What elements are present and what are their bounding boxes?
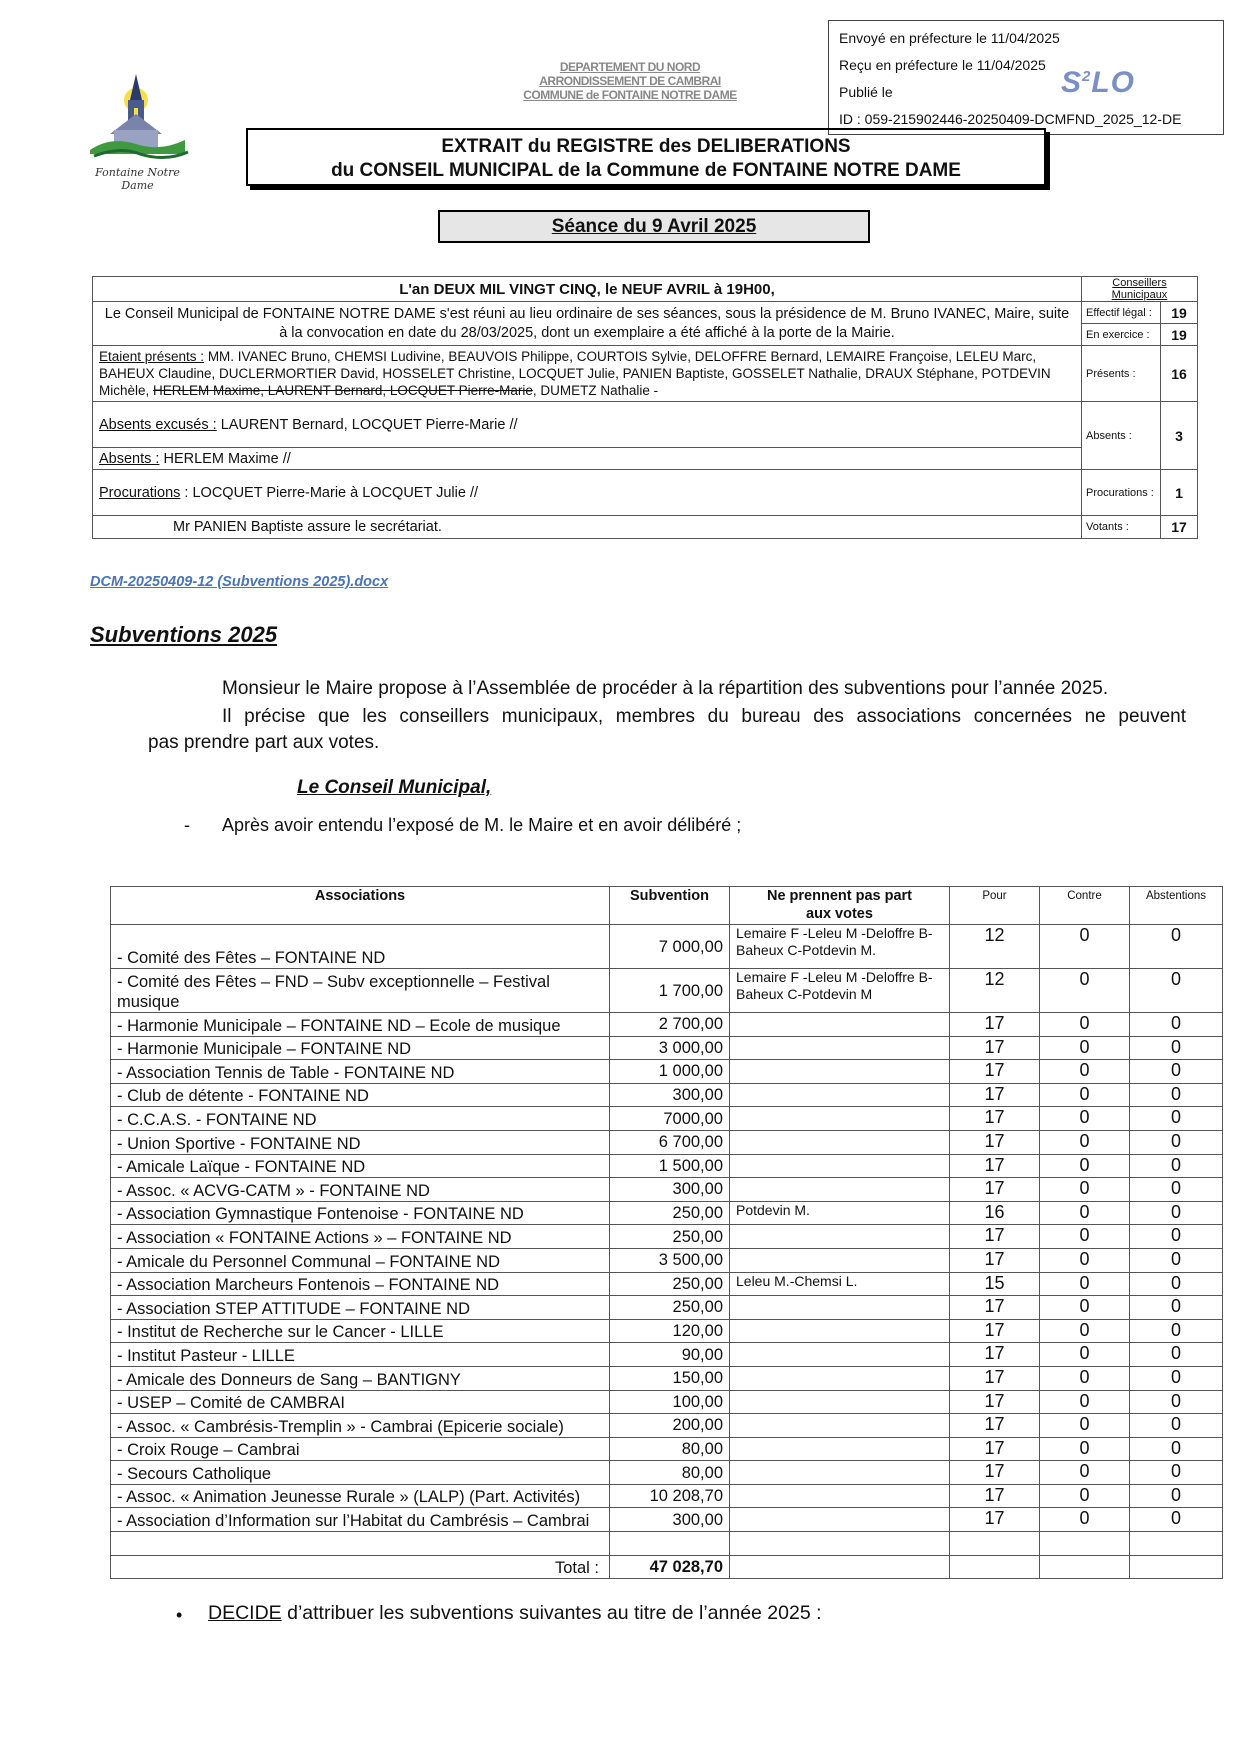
deliberation-statement: Après avoir entendu l’exposé de M. le Maire et en avoir délibéré ; xyxy=(222,815,742,835)
table-row xyxy=(111,1060,1223,1084)
excluded-members xyxy=(730,1414,950,1438)
votes-abstentions: 0 xyxy=(1130,1248,1223,1272)
decide-statement: DECIDE d’attribuer les subventions suivantes au titre de l’année 2025 : xyxy=(208,1602,822,1624)
excluded-members xyxy=(730,1296,950,1320)
votes-abstentions: 0 xyxy=(1130,1201,1223,1225)
subvention-amount: 1 700,00 xyxy=(610,969,730,1013)
votes-abstentions: 0 xyxy=(1130,1484,1223,1508)
votes-pour: 17 xyxy=(950,1366,1040,1390)
subvention-amount: 120,00 xyxy=(610,1319,730,1343)
votes-abstentions: 0 xyxy=(1130,1390,1223,1414)
subvention-amount: 80,00 xyxy=(610,1461,730,1485)
col-pour: Pour xyxy=(950,887,1040,925)
col-associations: Associations xyxy=(111,887,610,925)
subvention-amount: 90,00 xyxy=(610,1343,730,1367)
votes-abstentions: 0 xyxy=(1130,1130,1223,1154)
arrondissement-line: ARRONDISSEMENT DE CAMBRAI xyxy=(539,74,721,88)
councillors-header: Conseillers Municipaux xyxy=(1082,277,1198,302)
votes-pour: 17 xyxy=(950,1130,1040,1154)
excluded-members xyxy=(730,1107,950,1131)
votes-contre: 0 xyxy=(1040,1437,1130,1461)
votes-contre: 0 xyxy=(1040,1343,1130,1367)
department-header xyxy=(480,60,780,102)
subsidies-table xyxy=(110,886,1223,1579)
total-value: 47 028,70 xyxy=(610,1555,730,1579)
subvention-amount: 80,00 xyxy=(610,1437,730,1461)
register-title-line2: du CONSEIL MUNICIPAL de la Commune de FONTAINE NOTRE DAME xyxy=(331,160,961,181)
excluded-members xyxy=(730,1366,950,1390)
association-name: - Union Sportive - FONTAINE ND xyxy=(111,1130,610,1154)
subvention-amount: 2 700,00 xyxy=(610,1013,730,1037)
votes-pour: 17 xyxy=(950,1437,1040,1461)
votes-contre: 0 xyxy=(1040,1390,1130,1414)
votes-pour: 17 xyxy=(950,1461,1040,1485)
table-row xyxy=(111,1225,1223,1249)
votes-abstentions: 0 xyxy=(1130,1343,1223,1367)
subvention-amount: 300,00 xyxy=(610,1508,730,1532)
subvention-amount: 150,00 xyxy=(610,1366,730,1390)
votes-abstentions: 0 xyxy=(1130,1461,1223,1485)
secretariat: Mr PANIEN Baptiste assure le secrétariat. xyxy=(93,516,1082,539)
table-row xyxy=(111,969,1223,1013)
table-row xyxy=(111,1319,1223,1343)
votes-contre: 0 xyxy=(1040,1107,1130,1131)
subvention-amount: 3 500,00 xyxy=(610,1248,730,1272)
absents-count-value: 3 xyxy=(1161,402,1198,470)
votes-contre: 0 xyxy=(1040,1414,1130,1438)
votes-pour: 17 xyxy=(950,1343,1040,1367)
presents-count-value: 16 xyxy=(1161,346,1198,402)
municipal-logo xyxy=(80,70,195,192)
votes-pour: 17 xyxy=(950,1154,1040,1178)
precision-paragraph: Il précise que les conseillers municipaux, membres du bureau des associations concernées ne peuvent xyxy=(222,706,1186,727)
col-ne-prennent: Ne prennent pas part aux votes xyxy=(730,887,950,925)
votes-contre: 0 xyxy=(1040,1319,1130,1343)
votes-abstentions: 0 xyxy=(1130,1366,1223,1390)
excluded-members: Leleu M.-Chemsi L. xyxy=(730,1272,950,1296)
votes-contre: 0 xyxy=(1040,1060,1130,1084)
excluded-members xyxy=(730,1319,950,1343)
session-date-line: L'an DEUX MIL VINGT CINQ, le NEUF AVRIL à 19H00, xyxy=(93,277,1082,302)
council-title: Le Conseil Municipal, xyxy=(297,777,492,798)
subvention-amount: 7 000,00 xyxy=(610,925,730,969)
table-row xyxy=(111,1178,1223,1202)
presents-struck: HERLEM Maxime, LAURENT Bernard, LOCQUET Pierre-Marie xyxy=(153,383,533,398)
col-abstentions: Abstentions xyxy=(1130,887,1223,925)
table-row xyxy=(111,1154,1223,1178)
table-row xyxy=(111,1484,1223,1508)
exercice-value: 19 xyxy=(1161,324,1198,346)
procurations: Procurations : LOCQUET Pierre-Marie à LOCQUET Julie // xyxy=(93,470,1082,516)
excluded-members xyxy=(730,1461,950,1485)
document-link[interactable]: DCM-20250409-12 (Subventions 2025).docx xyxy=(90,574,389,590)
votes-pour: 17 xyxy=(950,1414,1040,1438)
excluded-members xyxy=(730,1013,950,1037)
session-date: Séance du 9 Avril 2025 xyxy=(551,216,757,237)
excluded-members: Lemaire F -Leleu M -Deloffre B-Baheux C-Potdevin M xyxy=(730,969,950,1013)
table-row xyxy=(111,925,1223,969)
votes-pour: 16 xyxy=(950,1201,1040,1225)
votes-pour: 17 xyxy=(950,1036,1040,1060)
association-name: - Comité des Fêtes – FONTAINE ND xyxy=(111,925,610,969)
subvention-amount: 250,00 xyxy=(610,1225,730,1249)
association-name: - Assoc. « ACVG-CATM » - FONTAINE ND xyxy=(111,1178,610,1202)
table-row xyxy=(111,1130,1223,1154)
votes-pour: 17 xyxy=(950,1484,1040,1508)
presents-list: Etaient présents : MM. IVANEC Bruno, CHEMSI Ludivine, BEAUVOIS Philippe, COURTOIS Sylvie, DELOFFRE Bernard, LEMAIRE Françoise, LELEU Marc, BAHEUX Claudine, DUCLERMORTIER David, HOSSELET Christine, LOCQUET Julie, PANIEN Baptiste, GOSSELET Nathalie, DRAUX Stéphane, POTDEVIN Michèle, HERLEM Maxime, LAURENT Bernard, LOCQUET Pierre-Marie, DUMETZ Nathalie - xyxy=(93,346,1082,402)
procurations-count-label: Procurations : xyxy=(1082,470,1161,516)
votes-pour: 17 xyxy=(950,1060,1040,1084)
association-name: - Amicale du Personnel Communal – FONTAINE ND xyxy=(111,1248,610,1272)
table-row xyxy=(111,1390,1223,1414)
votants-value: 17 xyxy=(1161,516,1198,539)
table-row xyxy=(111,1036,1223,1060)
excluded-members xyxy=(730,1036,950,1060)
table-row xyxy=(111,1107,1223,1131)
dash-bullet: - xyxy=(184,815,190,835)
effectif-value: 19 xyxy=(1161,302,1198,324)
presents-label: Etaient présents : xyxy=(99,349,205,364)
votes-abstentions: 0 xyxy=(1130,1437,1223,1461)
subvention-amount: 200,00 xyxy=(610,1414,730,1438)
subvention-amount: 250,00 xyxy=(610,1296,730,1320)
votes-pour: 17 xyxy=(950,1296,1040,1320)
commune-line: COMMUNE de FONTAINE NOTRE DAME xyxy=(523,88,737,102)
votes-pour: 15 xyxy=(950,1272,1040,1296)
total-label: Total : xyxy=(111,1555,610,1579)
votes-abstentions: 0 xyxy=(1130,1154,1223,1178)
decide-bullet: • xyxy=(176,1605,183,1625)
association-name: - Comité des Fêtes – FND – Subv exceptionnelle – Festival musique xyxy=(111,969,610,1013)
excluded-members xyxy=(730,1225,950,1249)
subvention-amount: 6 700,00 xyxy=(610,1130,730,1154)
table-row xyxy=(111,1272,1223,1296)
empty-row-cell xyxy=(111,1532,610,1556)
exercice-label: En exercice : xyxy=(1082,324,1161,346)
procurations-count-value: 1 xyxy=(1161,470,1198,516)
table-row xyxy=(111,1083,1223,1107)
logo-caption: Fontaine Notre Dame xyxy=(95,166,180,192)
association-name: - Association « FONTAINE Actions » – FONTAINE ND xyxy=(111,1225,610,1249)
subvention-amount: 250,00 xyxy=(610,1201,730,1225)
votes-abstentions: 0 xyxy=(1130,1036,1223,1060)
table-row xyxy=(111,1366,1223,1390)
absents-excuses: Absents excusés : LAURENT Bernard, LOCQUET Pierre-Marie // xyxy=(93,402,1082,448)
votes-abstentions: 0 xyxy=(1130,1225,1223,1249)
votes-contre: 0 xyxy=(1040,1508,1130,1532)
votes-contre: 0 xyxy=(1040,1013,1130,1037)
proposal-paragraph: Monsieur le Maire propose à l’Assemblée de procéder à la répartition des subventions pour l’année 2025. xyxy=(222,678,1109,699)
votes-pour: 17 xyxy=(950,1083,1040,1107)
association-name: - Association d’Information sur l’Habitat du Cambrésis – Cambrai xyxy=(111,1508,610,1532)
s2lo-logo: $S^2LO$ xyxy=(1061,66,1136,99)
session-intro: Le Conseil Municipal de FONTAINE NOTRE DAME s'est réuni au lieu ordinaire de ses séances, sous la présidence de M. Bruno IVANEC, Maire, suite à la convocation en date du 28/03/2025, dont un exemplaire a été affiché à la porte de la Mairie. xyxy=(93,302,1082,346)
votes-abstentions: 0 xyxy=(1130,1083,1223,1107)
association-name: - Association Tennis de Table - FONTAINE ND xyxy=(111,1060,610,1084)
association-name: - Association STEP ATTITUDE – FONTAINE ND xyxy=(111,1296,610,1320)
association-name: - USEP – Comité de CAMBRAI xyxy=(111,1390,610,1414)
decide-keyword: DECIDE xyxy=(208,1602,282,1624)
register-title-line1: EXTRAIT du REGISTRE des DELIBERATIONS xyxy=(441,136,851,157)
absents-count-label: Absents : xyxy=(1082,402,1161,470)
votes-abstentions: 0 xyxy=(1130,969,1223,1013)
votes-contre: 0 xyxy=(1040,1130,1130,1154)
votes-pour: 17 xyxy=(950,1013,1040,1037)
votes-pour: 17 xyxy=(950,1508,1040,1532)
subvention-amount: 100,00 xyxy=(610,1390,730,1414)
subsidies-body xyxy=(111,925,1223,1532)
association-name: - Assoc. « Animation Jeunesse Rurale » (LALP) (Part. Activités) xyxy=(111,1484,610,1508)
excluded-members xyxy=(730,1437,950,1461)
votes-pour: 17 xyxy=(950,1390,1040,1414)
excluded-members xyxy=(730,1130,950,1154)
subvention-amount: 1 500,00 xyxy=(610,1154,730,1178)
votes-contre: 0 xyxy=(1040,1296,1130,1320)
votes-pour: 17 xyxy=(950,1107,1040,1131)
session-date-box xyxy=(438,210,870,243)
excluded-members xyxy=(730,1343,950,1367)
votes-contre: 0 xyxy=(1040,1366,1130,1390)
association-name: - Institut de Recherche sur le Cancer - LILLE xyxy=(111,1319,610,1343)
votes-abstentions: 0 xyxy=(1130,1272,1223,1296)
effectif-label: Effectif légal : xyxy=(1082,302,1161,324)
subvention-amount: 10 208,70 xyxy=(610,1484,730,1508)
table-row xyxy=(111,1508,1223,1532)
subvention-amount: 250,00 xyxy=(610,1272,730,1296)
subvention-amount: 7000,00 xyxy=(610,1107,730,1131)
votes-contre: 0 xyxy=(1040,1248,1130,1272)
section-title: Subventions 2025 xyxy=(90,622,278,647)
attendance-table xyxy=(92,276,1198,539)
votes-abstentions: 0 xyxy=(1130,1414,1223,1438)
stamp-sent: Envoyé en préfecture le 11/04/2025 xyxy=(839,30,1060,46)
association-name: - Amicale Laïque - FONTAINE ND xyxy=(111,1154,610,1178)
votes-abstentions: 0 xyxy=(1130,925,1223,969)
association-name: - Secours Catholique xyxy=(111,1461,610,1485)
association-name: - Harmonie Municipale – FONTAINE ND xyxy=(111,1036,610,1060)
prefecture-stamp xyxy=(828,20,1224,135)
subvention-amount: 3 000,00 xyxy=(610,1036,730,1060)
votes-contre: 0 xyxy=(1040,1484,1130,1508)
stamp-id: ID : 059-215902446-20250409-DCMFND_2025_12-DE xyxy=(839,111,1182,127)
excluded-members xyxy=(730,1248,950,1272)
association-name: - Association Marcheurs Fontenois – FONTAINE ND xyxy=(111,1272,610,1296)
subvention-amount: 300,00 xyxy=(610,1083,730,1107)
votes-contre: 0 xyxy=(1040,1154,1130,1178)
association-name: - Amicale des Donneurs de Sang – BANTIGNY xyxy=(111,1366,610,1390)
votants-label: Votants : xyxy=(1082,516,1161,539)
table-row xyxy=(111,1414,1223,1438)
votes-contre: 0 xyxy=(1040,1272,1130,1296)
table-row xyxy=(111,1437,1223,1461)
table-row xyxy=(111,1461,1223,1485)
votes-contre: 0 xyxy=(1040,1178,1130,1202)
association-name: - Assoc. « Cambrésis-Tremplin » - Cambrai (Epicerie sociale) xyxy=(111,1414,610,1438)
excluded-members xyxy=(730,1178,950,1202)
subvention-amount: 300,00 xyxy=(610,1178,730,1202)
table-row xyxy=(111,1248,1223,1272)
votes-pour: 17 xyxy=(950,1248,1040,1272)
association-name: - Croix Rouge – Cambrai xyxy=(111,1437,610,1461)
col-subvention: Subvention xyxy=(610,887,730,925)
votes-pour: 12 xyxy=(950,925,1040,969)
votes-abstentions: 0 xyxy=(1130,1060,1223,1084)
excluded-members xyxy=(730,1060,950,1084)
excluded-members xyxy=(730,1390,950,1414)
stamp-received: Reçu en préfecture le 11/04/2025 xyxy=(839,57,1046,73)
absents: Absents : HERLEM Maxime // xyxy=(93,448,1082,470)
association-name: - Institut Pasteur - LILLE xyxy=(111,1343,610,1367)
votes-pour: 17 xyxy=(950,1319,1040,1343)
association-name: - Club de détente - FONTAINE ND xyxy=(111,1083,610,1107)
votes-contre: 0 xyxy=(1040,1225,1130,1249)
association-name: - Harmonie Municipale – FONTAINE ND – Ecole de musique xyxy=(111,1013,610,1037)
table-row xyxy=(111,1343,1223,1367)
votes-pour: 17 xyxy=(950,1178,1040,1202)
excluded-members: Lemaire F -Leleu M -Deloffre B-Baheux C-Potdevin M. xyxy=(730,925,950,969)
votes-abstentions: 0 xyxy=(1130,1296,1223,1320)
precision-paragraph-end: pas prendre part aux votes. xyxy=(148,732,380,753)
association-name: - Association Gymnastique Fontenoise - FONTAINE ND xyxy=(111,1201,610,1225)
votes-abstentions: 0 xyxy=(1130,1178,1223,1202)
association-name: - C.C.A.S. - FONTAINE ND xyxy=(111,1107,610,1131)
table-row xyxy=(111,1013,1223,1037)
excluded-members xyxy=(730,1083,950,1107)
excluded-members xyxy=(730,1484,950,1508)
col-contre: Contre xyxy=(1040,887,1130,925)
excluded-members: Potdevin M. xyxy=(730,1201,950,1225)
votes-contre: 0 xyxy=(1040,1083,1130,1107)
votes-contre: 0 xyxy=(1040,969,1130,1013)
votes-abstentions: 0 xyxy=(1130,1319,1223,1343)
votes-contre: 0 xyxy=(1040,1036,1130,1060)
votes-abstentions: 0 xyxy=(1130,1013,1223,1037)
votes-abstentions: 0 xyxy=(1130,1508,1223,1532)
excluded-members xyxy=(730,1508,950,1532)
stamp-published: Publié le xyxy=(839,84,893,100)
table-row xyxy=(111,1201,1223,1225)
presents-count-label: Présents : xyxy=(1082,346,1161,402)
votes-pour: 17 xyxy=(950,1225,1040,1249)
votes-abstentions: 0 xyxy=(1130,1107,1223,1131)
church-logo-icon xyxy=(80,70,195,165)
votes-pour: 12 xyxy=(950,969,1040,1013)
register-title xyxy=(246,128,1046,186)
subvention-amount: 1 000,00 xyxy=(610,1060,730,1084)
table-row xyxy=(111,1296,1223,1320)
excluded-members xyxy=(730,1154,950,1178)
votes-contre: 0 xyxy=(1040,925,1130,969)
department-line: DEPARTEMENT DU NORD xyxy=(559,60,701,74)
votes-contre: 0 xyxy=(1040,1201,1130,1225)
votes-contre: 0 xyxy=(1040,1461,1130,1485)
